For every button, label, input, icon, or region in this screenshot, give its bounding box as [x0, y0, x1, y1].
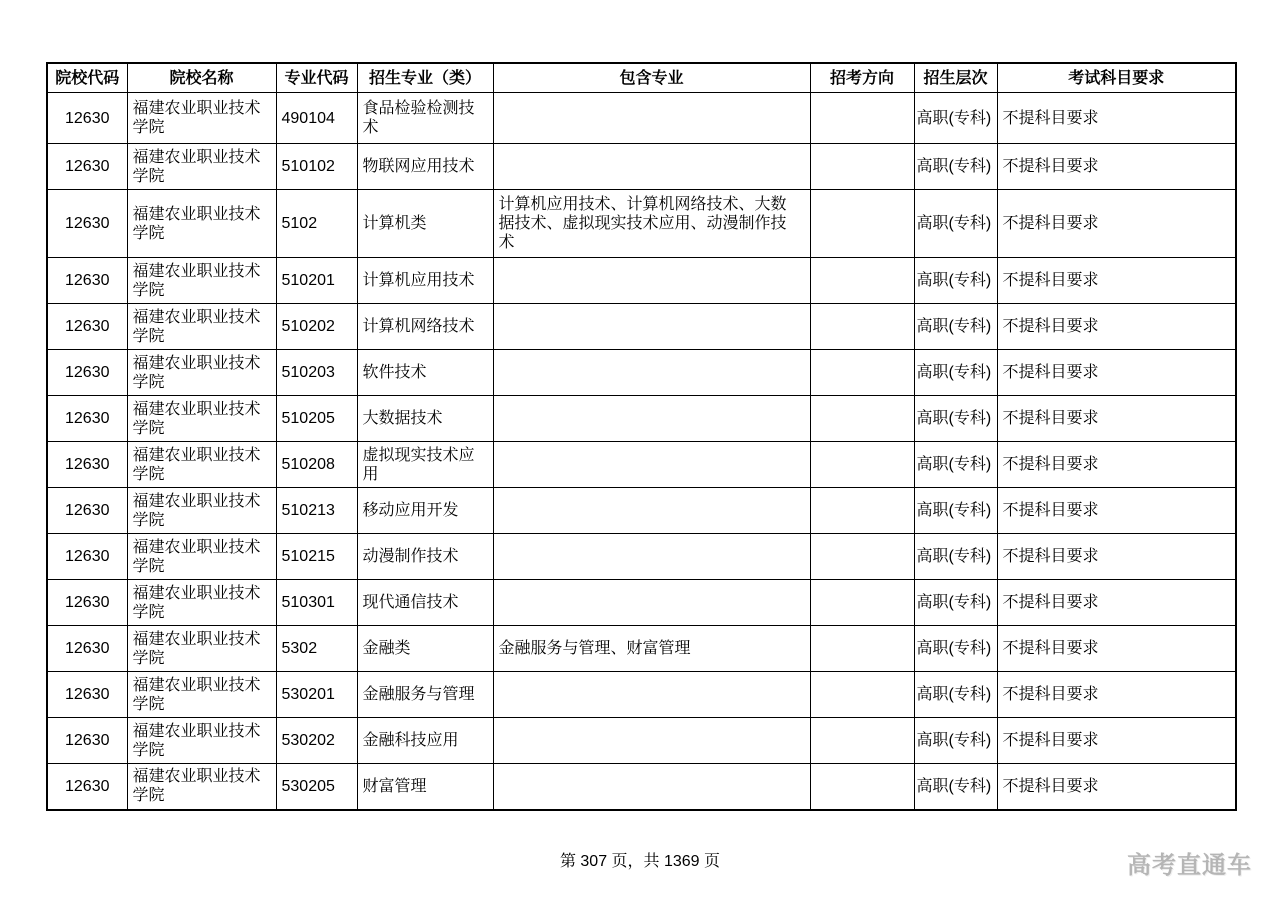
cell-code: 12630 — [47, 258, 127, 304]
cell-level: 高职(专科) — [914, 580, 997, 626]
cell-level: 高职(专科) — [914, 396, 997, 442]
cell-major: 金融类 — [357, 626, 493, 672]
cell-code: 12630 — [47, 626, 127, 672]
cell-subjects: 不提科目要求 — [997, 764, 1236, 810]
cell-code: 12630 — [47, 93, 127, 144]
cell-included — [493, 258, 810, 304]
cell-major: 金融服务与管理 — [357, 672, 493, 718]
column-header-subjects: 考试科目要求 — [997, 63, 1236, 93]
cell-included: 金融服务与管理、财富管理 — [493, 626, 810, 672]
cell-major_code: 510102 — [276, 144, 357, 190]
cell-included — [493, 144, 810, 190]
cell-major_code: 530202 — [276, 718, 357, 764]
cell-major: 移动应用开发 — [357, 488, 493, 534]
cell-major_code: 530201 — [276, 672, 357, 718]
cell-direction — [810, 488, 914, 534]
cell-major_code: 5302 — [276, 626, 357, 672]
table-row — [47, 764, 1236, 810]
cell-level: 高职(专科) — [914, 258, 997, 304]
table-row — [47, 626, 1236, 672]
cell-major: 金融科技应用 — [357, 718, 493, 764]
cell-direction — [810, 258, 914, 304]
cell-subjects: 不提科目要求 — [997, 442, 1236, 488]
cell-code: 12630 — [47, 534, 127, 580]
cell-included — [493, 672, 810, 718]
cell-subjects: 不提科目要求 — [997, 580, 1236, 626]
cell-included: 计算机应用技术、计算机网络技术、大数据技术、虚拟现实技术应用、动漫制作技术 — [493, 190, 810, 258]
cell-school: 福建农业职业技术学院 — [127, 396, 276, 442]
cell-school: 福建农业职业技术学院 — [127, 144, 276, 190]
column-header-code: 院校代码 — [47, 63, 127, 93]
cell-major_code: 510215 — [276, 534, 357, 580]
cell-major: 计算机应用技术 — [357, 258, 493, 304]
cell-major_code: 510205 — [276, 396, 357, 442]
cell-level: 高职(专科) — [914, 144, 997, 190]
cell-direction — [810, 442, 914, 488]
cell-included — [493, 350, 810, 396]
cell-school: 福建农业职业技术学院 — [127, 350, 276, 396]
cell-subjects: 不提科目要求 — [997, 304, 1236, 350]
cell-major_code: 510208 — [276, 442, 357, 488]
cell-direction — [810, 350, 914, 396]
cell-included — [493, 93, 810, 144]
table-row — [47, 190, 1236, 258]
table-row — [47, 488, 1236, 534]
cell-level: 高职(专科) — [914, 626, 997, 672]
cell-subjects: 不提科目要求 — [997, 396, 1236, 442]
table-row — [47, 350, 1236, 396]
cell-level: 高职(专科) — [914, 672, 997, 718]
cell-school: 福建农业职业技术学院 — [127, 93, 276, 144]
table-row — [47, 672, 1236, 718]
cell-subjects: 不提科目要求 — [997, 258, 1236, 304]
cell-major: 财富管理 — [357, 764, 493, 810]
cell-school: 福建农业职业技术学院 — [127, 672, 276, 718]
cell-major: 现代通信技术 — [357, 580, 493, 626]
cell-code: 12630 — [47, 144, 127, 190]
cell-school: 福建农业职业技术学院 — [127, 626, 276, 672]
cell-school: 福建农业职业技术学院 — [127, 488, 276, 534]
table-row — [47, 396, 1236, 442]
table-row — [47, 93, 1236, 144]
cell-direction — [810, 190, 914, 258]
column-header-major_code: 专业代码 — [276, 63, 357, 93]
cell-major_code: 510213 — [276, 488, 357, 534]
cell-major_code: 530205 — [276, 764, 357, 810]
cell-direction — [810, 672, 914, 718]
column-header-direction: 招考方向 — [810, 63, 914, 93]
cell-level: 高职(专科) — [914, 304, 997, 350]
cell-included — [493, 764, 810, 810]
cell-school: 福建农业职业技术学院 — [127, 718, 276, 764]
cell-level: 高职(专科) — [914, 718, 997, 764]
cell-subjects: 不提科目要求 — [997, 718, 1236, 764]
cell-code: 12630 — [47, 672, 127, 718]
cell-included — [493, 580, 810, 626]
table-body — [47, 93, 1236, 810]
table-row — [47, 258, 1236, 304]
table-row — [47, 580, 1236, 626]
table-row — [47, 718, 1236, 764]
cell-level: 高职(专科) — [914, 350, 997, 396]
cell-direction — [810, 396, 914, 442]
cell-subjects: 不提科目要求 — [997, 350, 1236, 396]
cell-included — [493, 396, 810, 442]
cell-subjects: 不提科目要求 — [997, 144, 1236, 190]
cell-school: 福建农业职业技术学院 — [127, 764, 276, 810]
cell-major_code: 510202 — [276, 304, 357, 350]
cell-subjects: 不提科目要求 — [997, 534, 1236, 580]
cell-code: 12630 — [47, 190, 127, 258]
cell-code: 12630 — [47, 396, 127, 442]
page-number-indicator: 第 307 页，共 1369 页 — [559, 853, 721, 870]
column-header-school: 院校名称 — [127, 63, 276, 93]
cell-direction — [810, 626, 914, 672]
column-header-level: 招生层次 — [914, 63, 997, 93]
column-header-included: 包含专业 — [493, 63, 810, 93]
cell-direction — [810, 144, 914, 190]
cell-code: 12630 — [47, 580, 127, 626]
cell-subjects: 不提科目要求 — [997, 672, 1236, 718]
cell-major_code: 510201 — [276, 258, 357, 304]
cell-code: 12630 — [47, 764, 127, 810]
cell-code: 12630 — [47, 304, 127, 350]
cell-subjects: 不提科目要求 — [997, 626, 1236, 672]
cell-level: 高职(专科) — [914, 488, 997, 534]
cell-included — [493, 718, 810, 764]
cell-included — [493, 534, 810, 580]
cell-major: 计算机网络技术 — [357, 304, 493, 350]
cell-direction — [810, 580, 914, 626]
cell-school: 福建农业职业技术学院 — [127, 534, 276, 580]
cell-major: 计算机类 — [357, 190, 493, 258]
cell-direction — [810, 534, 914, 580]
watermark-text: 高考直通车 — [1127, 852, 1252, 879]
cell-major_code: 510203 — [276, 350, 357, 396]
cell-code: 12630 — [47, 442, 127, 488]
cell-major: 食品检验检测技术 — [357, 93, 493, 144]
table-header-row — [47, 63, 1236, 93]
table-row — [47, 144, 1236, 190]
cell-major_code: 5102 — [276, 190, 357, 258]
cell-major: 动漫制作技术 — [357, 534, 493, 580]
cell-level: 高职(专科) — [914, 764, 997, 810]
cell-major_code: 510301 — [276, 580, 357, 626]
cell-direction — [810, 304, 914, 350]
cell-major: 物联网应用技术 — [357, 144, 493, 190]
cell-direction — [810, 718, 914, 764]
cell-direction — [810, 93, 914, 144]
cell-major_code: 490104 — [276, 93, 357, 144]
cell-level: 高职(专科) — [914, 190, 997, 258]
cell-subjects: 不提科目要求 — [997, 488, 1236, 534]
cell-level: 高职(专科) — [914, 442, 997, 488]
cell-school: 福建农业职业技术学院 — [127, 304, 276, 350]
cell-included — [493, 488, 810, 534]
cell-subjects: 不提科目要求 — [997, 190, 1236, 258]
cell-major: 虚拟现实技术应用 — [357, 442, 493, 488]
table-row — [47, 534, 1236, 580]
cell-level: 高职(专科) — [914, 534, 997, 580]
cell-school: 福建农业职业技术学院 — [127, 258, 276, 304]
cell-code: 12630 — [47, 488, 127, 534]
cell-school: 福建农业职业技术学院 — [127, 442, 276, 488]
cell-major: 软件技术 — [357, 350, 493, 396]
cell-subjects: 不提科目要求 — [997, 93, 1236, 144]
cell-included — [493, 442, 810, 488]
cell-direction — [810, 764, 914, 810]
cell-code: 12630 — [47, 718, 127, 764]
cell-code: 12630 — [47, 350, 127, 396]
column-header-major: 招生专业（类） — [357, 63, 493, 93]
table-row — [47, 442, 1236, 488]
cell-school: 福建农业职业技术学院 — [127, 190, 276, 258]
cell-included — [493, 304, 810, 350]
table-row — [47, 304, 1236, 350]
cell-level: 高职(专科) — [914, 93, 997, 144]
admissions-table — [46, 62, 1237, 811]
cell-school: 福建农业职业技术学院 — [127, 580, 276, 626]
cell-major: 大数据技术 — [357, 396, 493, 442]
